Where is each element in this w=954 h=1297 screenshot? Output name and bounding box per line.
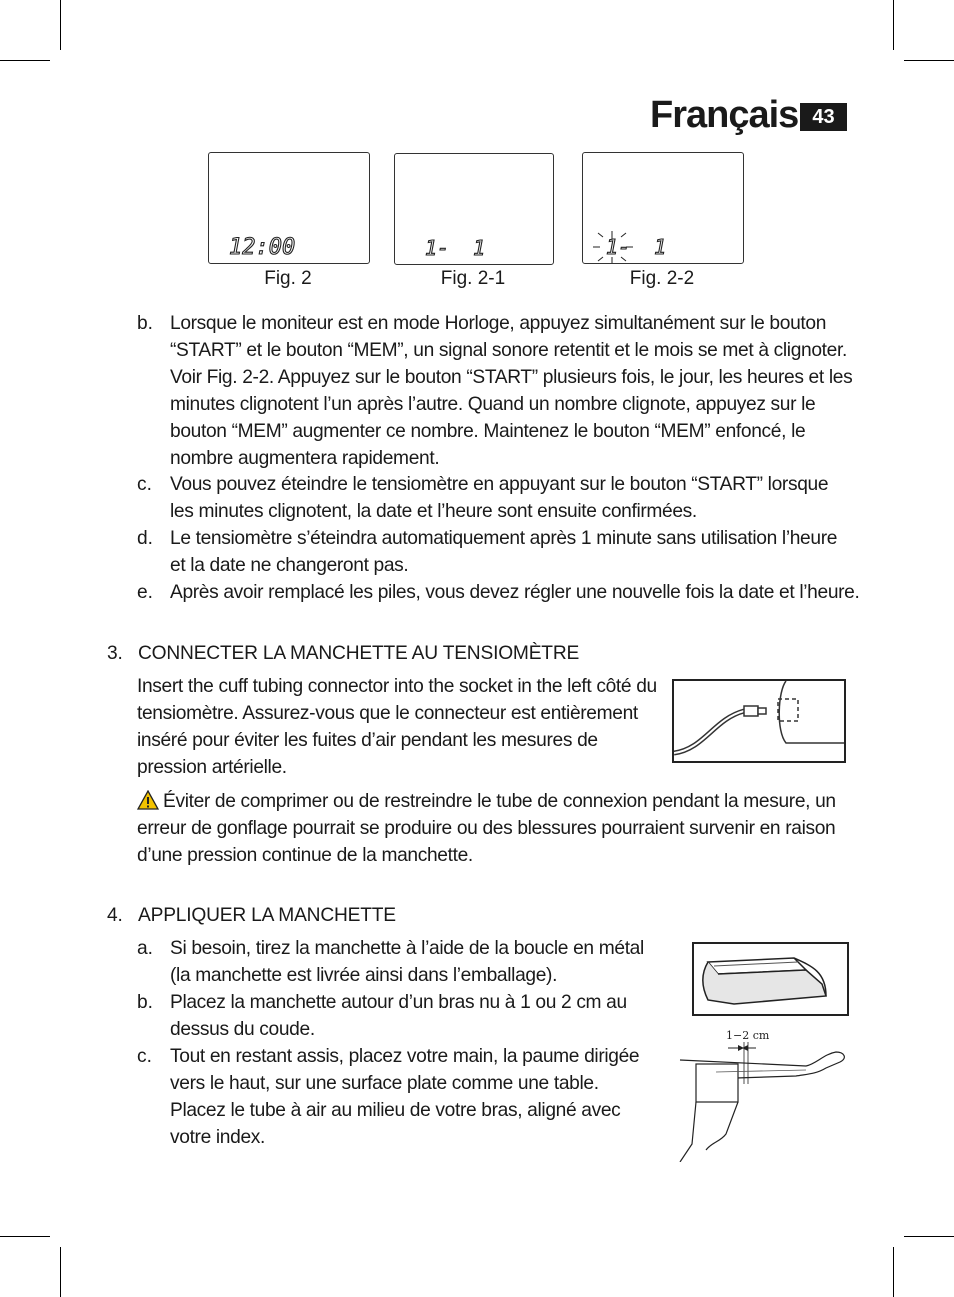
arm-diagram bbox=[676, 1024, 852, 1162]
crop-mark bbox=[60, 0, 61, 50]
figure-caption: Fig. 2-1 bbox=[440, 268, 506, 289]
arm-distance-label: 1−2 cm bbox=[726, 1029, 770, 1042]
list-marker: b. bbox=[137, 992, 154, 1013]
list-item: Après avoir remplacé les piles, vous devez régler une nouvelle fois la date et l’heure. bbox=[170, 582, 860, 603]
list-item: Si besoin, tirez la manchette à l’aide de la boucle en métal (la manchette est livrée ainsi dans l’emballage). bbox=[170, 938, 644, 986]
list-marker: c. bbox=[137, 1046, 152, 1067]
list-item: Le tensiomètre s’éteindra automatiquement après 1 minute sans utilisation l’heure et la date ne changeront pas. bbox=[170, 528, 838, 576]
lcd-digits: 12:00 bbox=[229, 235, 296, 260]
lcd-figure-2-1 bbox=[394, 153, 554, 265]
cuff-connector-icon bbox=[674, 681, 844, 761]
lcd-figure-2 bbox=[208, 152, 370, 264]
connector-illustration bbox=[672, 679, 846, 763]
list-item: Lorsque le moniteur est en mode Horloge, appuyez simultanément sur le bouton “START” et le bouton “MEM”, un signal sonore retentit et le mois se met à clignoter. Voir Fig. 2-2. Appuyez sur le bouton “START” plusieurs fois, le jour, les heures et les minutes clignotent l’un après l’autre. Quand un nombre clignote, appuyez sur le bouton “MEM” augmenter ce nombre. Maintenez le bouton “MEM” enfoncé, le nombre augmentera rapidement. bbox=[170, 313, 853, 469]
figure-caption: Fig. 2 bbox=[264, 268, 312, 289]
page-title: Français bbox=[650, 94, 799, 136]
section-heading: APPLIQUER LA MANCHETTE bbox=[138, 905, 396, 926]
section-number: 3. bbox=[107, 643, 123, 664]
arm-cuff-icon bbox=[676, 1024, 852, 1162]
lcd-figure-2-2 bbox=[582, 152, 744, 264]
crop-mark bbox=[893, 1247, 894, 1297]
warning-text: Éviter de comprimer ou de restreindre le tube de connexion pendant la mesure, un erreur de gonflage pourrait se produire ou des blessures pourraient survenir en raison d’une pression continue de la manchette. bbox=[137, 791, 836, 866]
crop-mark bbox=[0, 1236, 50, 1237]
figure-caption: Fig. 2-2 bbox=[629, 268, 695, 289]
list-item: Tout en restant assis, placez votre main, la paume dirigée vers le haut, sur une surface plate comme une table. Placez le tube à air au milieu de votre bras, aligné avec votre index. bbox=[170, 1046, 640, 1148]
page-number-badge: 43 bbox=[800, 103, 847, 131]
crop-mark bbox=[60, 1247, 61, 1297]
section-heading: CONNECTER LA MANCHETTE AU TENSIOMÈTRE bbox=[138, 643, 580, 664]
cuff-illustration bbox=[692, 942, 849, 1016]
list-marker: e. bbox=[137, 582, 154, 603]
list-marker: c. bbox=[137, 474, 152, 495]
crop-mark bbox=[904, 1236, 954, 1237]
section-body: Insert the cuff tubing connector into the socket in the left côté du tensiomètre. Assurez-vous que le connecteur est entièrement inséré pour éviter les fuites d’air pendant les mesures de pression artérielle. bbox=[137, 676, 657, 778]
cuff-icon bbox=[694, 944, 847, 1014]
list-marker: b. bbox=[137, 313, 154, 334]
list-item: Vous pouvez éteindre le tensiomètre en appuyant sur le bouton “START” lorsque les minutes clignotent, la date et l’heure sont ensuite confirmées. bbox=[170, 474, 829, 522]
lcd-digits: 1- 1 bbox=[425, 236, 486, 260]
crop-mark bbox=[904, 60, 954, 61]
lcd-display-icon bbox=[395, 154, 553, 264]
crop-mark bbox=[0, 60, 50, 61]
lcd-digits: 1- 1 bbox=[606, 235, 667, 259]
list-marker: d. bbox=[137, 528, 154, 549]
lcd-display-icon bbox=[583, 153, 743, 263]
list-marker: a. bbox=[137, 938, 154, 959]
list-item: Placez la manchette autour d’un bras nu à 1 ou 2 cm au dessus du coude. bbox=[170, 992, 627, 1040]
section-number: 4. bbox=[107, 905, 123, 926]
crop-mark bbox=[893, 0, 894, 50]
lcd-display-icon bbox=[209, 153, 369, 263]
